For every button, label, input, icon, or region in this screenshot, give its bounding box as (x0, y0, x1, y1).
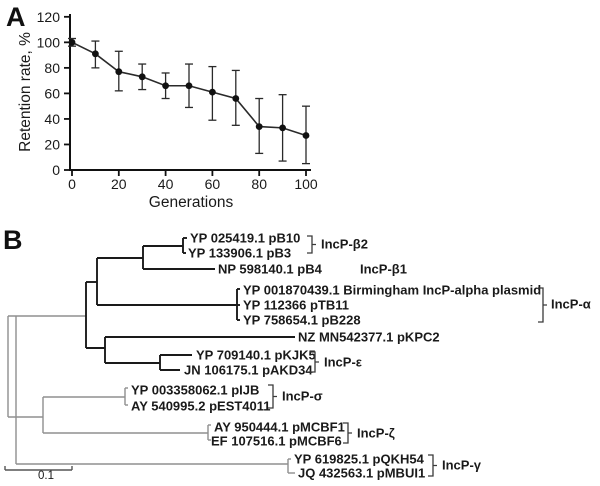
tree-leaf-label: NZ MN542377.1 pKPC2 (298, 329, 440, 345)
data-point-marker (279, 124, 286, 131)
group-label: IncP-ζ (357, 425, 395, 441)
group-label: IncP-β1 (360, 261, 407, 277)
y-tick-label: 120 (36, 8, 60, 25)
tree-leaf-label: AY 540995.2 pEST4011 (131, 398, 271, 414)
y-tick-label: 60 (44, 85, 60, 102)
tree-leaf-label: YP 001870439.1 Birmingham IncP-alpha plasmid (243, 282, 542, 298)
data-point-marker (162, 82, 169, 89)
scale-bar-label: 0.1 (38, 470, 54, 482)
retention-line-chart (17, 9, 318, 211)
tree-leaf-label: NP 598140.1 pB4 (218, 261, 322, 277)
tree-leaf-label: JN 106175.1 pAKD34 (184, 362, 313, 378)
tree-leaf-label: YP 709140.1 pKJK5 (196, 347, 316, 363)
data-point-marker (256, 123, 263, 130)
tree-leaf-label: YP 133906.1 pB3 (188, 245, 292, 261)
group-label: IncP-β2 (321, 236, 368, 252)
x-tick-label: 80 (251, 176, 267, 192)
group-bracket (307, 236, 316, 253)
y-tick-label: 40 (44, 110, 60, 127)
data-point-marker (303, 132, 310, 139)
x-axis-title: Generations (148, 194, 234, 211)
tree-leaf-label: YP 112366 pTB11 (243, 297, 350, 313)
data-point-marker (115, 68, 122, 75)
tree-leaf-label: YP 003358062.1 pIJB (131, 382, 260, 398)
tree-leaf-label: YP 025419.1 pB10 (190, 230, 301, 246)
group-bracket (428, 455, 437, 476)
data-point-marker (186, 82, 193, 89)
chart-axes (70, 14, 311, 170)
panel-a-label: A (6, 2, 26, 32)
data-point-marker (232, 95, 239, 102)
y-tick-label: 20 (44, 136, 60, 153)
tree-leaf-label: YP 619825.1 pQKH54 (294, 451, 424, 467)
x-tick-label: 40 (157, 176, 174, 192)
panel-b-label: B (3, 225, 23, 255)
group-label: IncP-α (551, 296, 591, 312)
y-tick-label: 0 (52, 162, 60, 178)
x-tick-label: 0 (68, 176, 76, 192)
tree-leaf-label: AY 950444.1 pMCBF1 (214, 419, 345, 435)
x-tick-label: 20 (111, 176, 127, 192)
x-tick-label: 60 (204, 176, 221, 192)
y-tick-label: 100 (36, 34, 60, 51)
data-point-marker (139, 73, 146, 80)
data-point-marker (209, 89, 216, 96)
data-point-marker (92, 50, 99, 57)
data-point-marker (69, 39, 76, 46)
group-label: IncP-σ (282, 388, 323, 404)
tree-leaf-label: JQ 432563.1 pMBUI1 (298, 465, 426, 481)
x-tick-label: 100 (294, 176, 318, 192)
tree-leaf-label: YP 758654.1 pB228 (243, 312, 361, 328)
y-tick-label: 80 (44, 59, 60, 76)
group-label: IncP-ε (324, 354, 362, 370)
phylogenetic-tree (5, 231, 591, 483)
tree-leaf-label: EF 107516.1 pMCBF6 (211, 433, 342, 449)
group-label: IncP-γ (442, 457, 482, 473)
y-axis-title: Retention rate, % (17, 32, 34, 152)
